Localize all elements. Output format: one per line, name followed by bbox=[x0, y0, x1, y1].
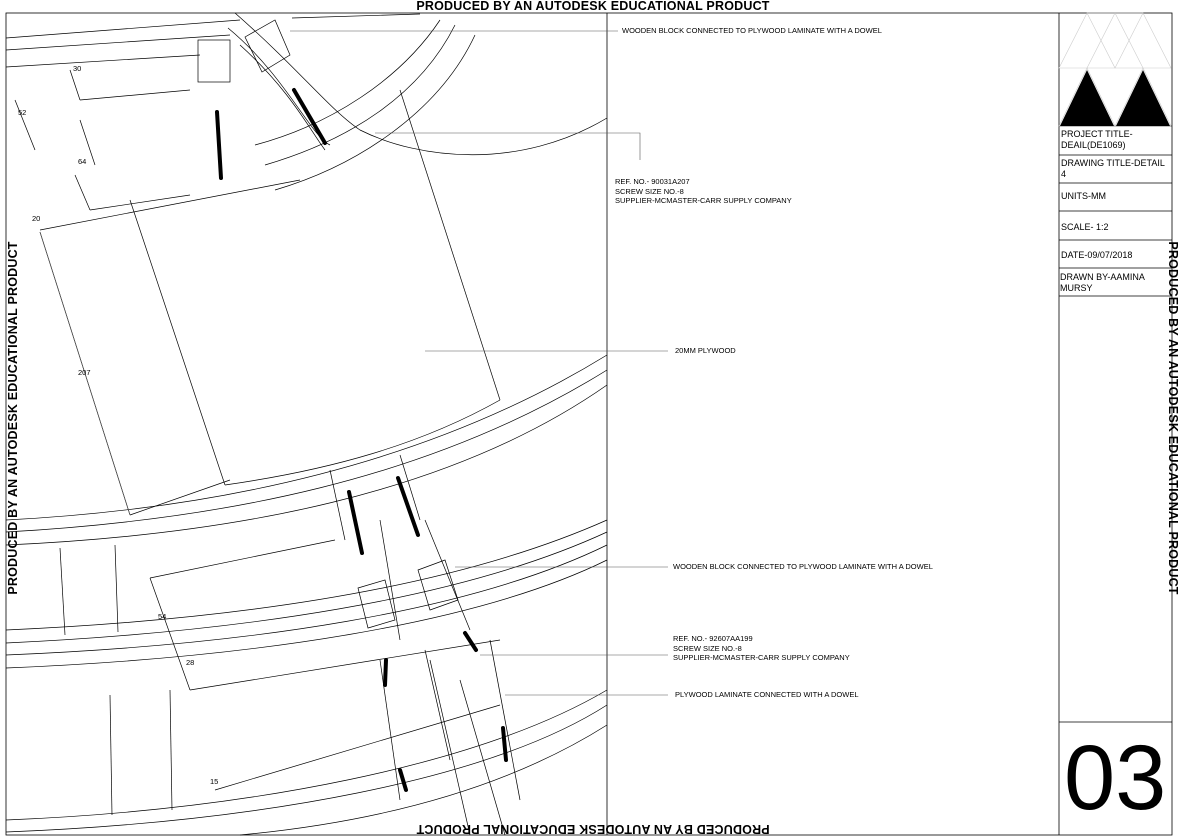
logo-triangle-left bbox=[1060, 70, 1114, 126]
watermark-bottom: PRODUCED BY AN AUTODESK EDUCATIONAL PRODUCT bbox=[416, 822, 770, 836]
note-block-top: WOODEN BLOCK CONNECTED TO PLYWOOD LAMINATE WITH A DOWEL bbox=[622, 26, 882, 35]
dimension-label: 30 bbox=[73, 64, 82, 73]
scale: SCALE- 1:2 bbox=[1061, 222, 1109, 232]
leader-lines bbox=[40, 31, 668, 695]
screws bbox=[217, 90, 506, 790]
note-laminate: PLYWOOD LAMINATE CONNECTED WITH A DOWEL bbox=[675, 690, 859, 699]
note-screw-1 bbox=[615, 177, 792, 206]
dimension-label: 207 bbox=[78, 368, 91, 377]
drawing-title: DRAWING TITLE-DETAIL 4 bbox=[1061, 158, 1165, 179]
dimension-label: 15 bbox=[210, 777, 219, 786]
logo-triangle-right bbox=[1116, 70, 1170, 126]
note-screw-1-size: SCREW SIZE NO.-8 bbox=[615, 186, 684, 196]
note-screw-2 bbox=[673, 634, 850, 663]
plywood-laminate-curves bbox=[6, 13, 607, 835]
drawn-by: DRAWN BY-AAMINA MURSY bbox=[1060, 272, 1145, 293]
dimension-label: 52 bbox=[18, 108, 27, 117]
dimension-label: 28 bbox=[186, 658, 195, 667]
note-block-mid: WOODEN BLOCK CONNECTED TO PLYWOOD LAMINATE WITH A DOWEL bbox=[673, 562, 933, 571]
sheet-number: 03 bbox=[1064, 727, 1167, 829]
project-title: PROJECT TITLE-DEAIL(DE1069) bbox=[1061, 129, 1133, 150]
watermark-left: PRODUCED BY AN AUTODESK EDUCATIONAL PRODUCT bbox=[6, 241, 20, 595]
note-screw-2-size: SCREW SIZE NO.-8 bbox=[673, 643, 742, 653]
dimension-label: 64 bbox=[78, 157, 87, 166]
watermark-right: PRODUCED BY AN AUTODESK EDUCATIONAL PRODUCT bbox=[1166, 241, 1180, 595]
title-block-rows bbox=[1059, 126, 1172, 722]
note-screw-2-ref: REF. NO.- 92607AA199 bbox=[673, 634, 753, 643]
note-screw-1-supplier: SUPPLIER-MCMASTER-CARR SUPPLY COMPANY bbox=[615, 196, 792, 205]
units: UNITS-MM bbox=[1061, 191, 1106, 201]
dimension-label: 54 bbox=[158, 612, 167, 621]
note-screw-2-supplier: SUPPLIER-MCMASTER-CARR SUPPLY COMPANY bbox=[673, 653, 850, 662]
drawing-frame bbox=[6, 13, 1172, 835]
dimension-label: 20 bbox=[32, 214, 41, 223]
note-plywood: 20MM PLYWOOD bbox=[675, 346, 736, 355]
watermark-top: PRODUCED BY AN AUTODESK EDUCATIONAL PRODUCT bbox=[416, 0, 770, 13]
date: DATE-09/07/2018 bbox=[1061, 250, 1133, 260]
note-screw-1-ref: REF. NO.- 90031A207 bbox=[615, 177, 690, 186]
